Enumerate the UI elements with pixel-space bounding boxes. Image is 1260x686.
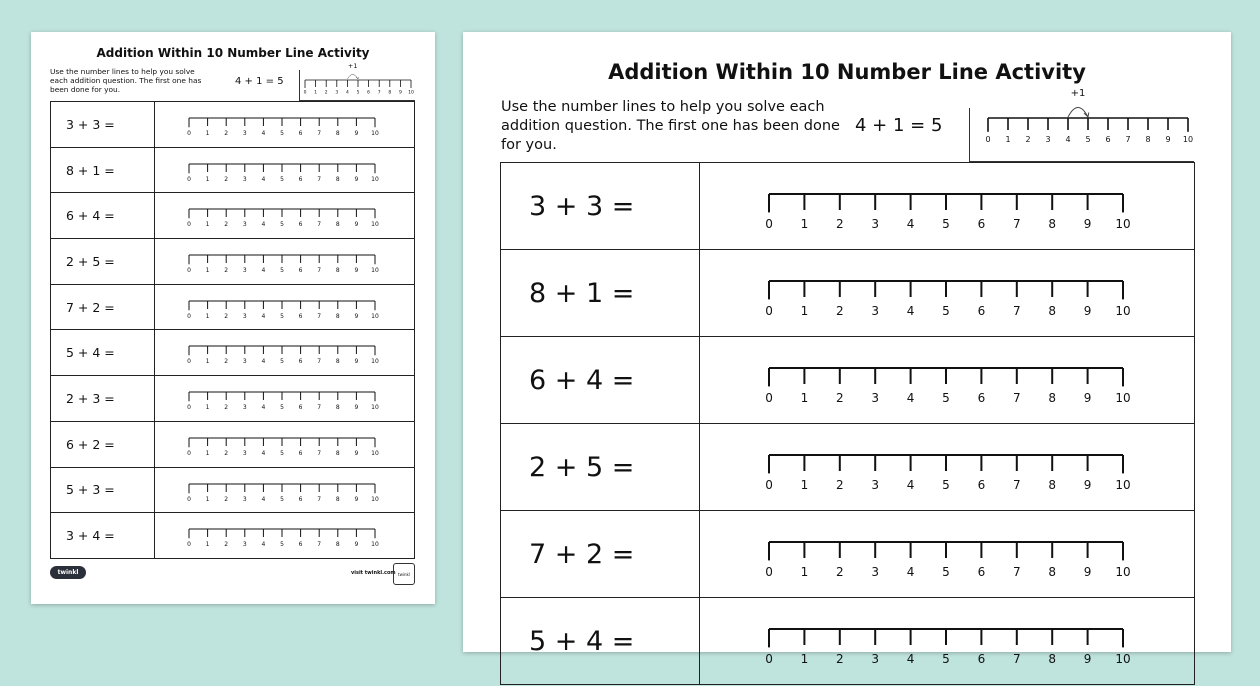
tick-label: 0 bbox=[187, 312, 191, 320]
tick-label: 4 bbox=[261, 175, 266, 183]
question-row bbox=[500, 250, 1195, 337]
tick-label: 8 bbox=[1048, 478, 1057, 492]
tick-label: 2 bbox=[835, 304, 844, 318]
tick-label: 3 bbox=[871, 478, 880, 492]
tick-label: 0 bbox=[765, 391, 773, 405]
tick-label: 10 bbox=[1182, 135, 1194, 144]
number-line-area bbox=[766, 191, 1136, 251]
tick-label: 8 bbox=[335, 541, 340, 549]
number-line bbox=[187, 525, 387, 557]
question-row bbox=[500, 598, 1195, 685]
tick-label: 1 bbox=[800, 478, 809, 492]
tick-label: 3 bbox=[242, 404, 247, 412]
question-row bbox=[50, 148, 415, 194]
tick-label: 3 bbox=[242, 130, 247, 137]
tick-label: 4 bbox=[906, 304, 915, 318]
number-line-area bbox=[766, 365, 1136, 425]
tick-label: 7 bbox=[1012, 304, 1021, 318]
number-line bbox=[187, 297, 387, 329]
tick-label: 9 bbox=[354, 267, 359, 275]
tick-label: 1 bbox=[314, 90, 318, 96]
tick-label: 5 bbox=[280, 130, 284, 137]
tick-label: 6 bbox=[367, 90, 371, 96]
tick-label: 2 bbox=[835, 217, 844, 231]
number-line-area bbox=[766, 626, 1136, 686]
tick-label: 8 bbox=[388, 90, 392, 96]
tick-label: 0 bbox=[187, 495, 191, 503]
number-line bbox=[187, 160, 387, 192]
tick-label: 8 bbox=[335, 267, 340, 275]
tick-label: 1 bbox=[800, 217, 809, 231]
footer-url: visit twinkl.com bbox=[351, 570, 396, 576]
number-line bbox=[187, 251, 387, 283]
footer-badge: twinkl bbox=[393, 563, 415, 585]
question-row bbox=[50, 193, 415, 239]
number-line-area bbox=[187, 114, 387, 150]
tick-label: 4 bbox=[906, 217, 915, 231]
question-row bbox=[50, 102, 415, 148]
tick-label: 7 bbox=[317, 495, 322, 503]
tick-label: 5 bbox=[280, 267, 284, 275]
question-text: 5 + 3 = bbox=[51, 468, 155, 513]
tick-label: 8 bbox=[335, 449, 340, 457]
tick-label: 6 bbox=[298, 449, 303, 457]
tick-label: 0 bbox=[303, 90, 307, 96]
tick-label: 7 bbox=[1125, 135, 1131, 144]
twinkl-logo: twinkl bbox=[50, 566, 86, 579]
tick-label: 0 bbox=[187, 175, 191, 183]
tick-label: 8 bbox=[335, 312, 340, 320]
tick-label: 6 bbox=[298, 130, 303, 137]
tick-label: 8 bbox=[335, 130, 340, 137]
tick-label: 2 bbox=[224, 358, 229, 366]
tick-label: 5 bbox=[280, 312, 284, 320]
tick-label: 0 bbox=[765, 652, 773, 666]
tick-label: 8 bbox=[335, 175, 340, 183]
instructions-text: Use the number lines to help you solve each addition question. The first one has been done for you. bbox=[501, 99, 840, 153]
tick-label: 3 bbox=[871, 565, 880, 579]
jump-arrow bbox=[1068, 108, 1088, 118]
tick-label: 4 bbox=[1065, 135, 1071, 144]
tick-label: 10 bbox=[371, 495, 379, 503]
tick-label: 10 bbox=[371, 358, 379, 366]
tick-label: 4 bbox=[906, 565, 915, 579]
number-line-area bbox=[187, 480, 387, 516]
tick-label: 8 bbox=[1048, 652, 1057, 666]
tick-label: 6 bbox=[977, 304, 986, 318]
tick-label: 7 bbox=[317, 267, 322, 275]
question-text: 5 + 4 = bbox=[51, 330, 155, 375]
tick-label: 1 bbox=[205, 449, 210, 457]
tick-label: 9 bbox=[1083, 478, 1092, 492]
tick-label: 0 bbox=[187, 130, 191, 137]
tick-label: 1 bbox=[205, 267, 210, 275]
tick-label: 7 bbox=[1012, 217, 1021, 231]
number-line bbox=[187, 434, 387, 466]
question-row bbox=[50, 468, 415, 514]
tick-label: 0 bbox=[765, 217, 773, 231]
question-text: 7 + 2 = bbox=[51, 285, 155, 330]
number-line bbox=[187, 342, 387, 374]
tick-label: 3 bbox=[871, 217, 880, 231]
tick-label: 10 bbox=[1115, 304, 1131, 318]
tick-label: 4 bbox=[261, 312, 266, 320]
number-line-area bbox=[766, 278, 1136, 338]
tick-label: 4 bbox=[261, 495, 266, 503]
tick-label: 9 bbox=[1165, 135, 1171, 144]
tick-label: 8 bbox=[335, 358, 340, 366]
number-line-area bbox=[187, 297, 387, 333]
tick-label: 2 bbox=[224, 449, 229, 457]
tick-label: 10 bbox=[371, 175, 379, 183]
question-row bbox=[50, 376, 415, 422]
tick-label: 10 bbox=[371, 541, 379, 549]
tick-label: 5 bbox=[1085, 135, 1091, 144]
tick-label: 4 bbox=[261, 404, 266, 412]
tick-label: 9 bbox=[1083, 304, 1092, 318]
number-line-area bbox=[187, 434, 387, 470]
tick-label: 4 bbox=[261, 358, 266, 366]
tick-label: 1 bbox=[205, 312, 210, 320]
tick-label: 10 bbox=[1115, 652, 1131, 666]
number-line bbox=[187, 205, 387, 237]
question-text: 6 + 2 = bbox=[51, 422, 155, 467]
question-text: 6 + 4 = bbox=[51, 193, 155, 238]
tick-label: 7 bbox=[317, 541, 322, 549]
tick-label: 2 bbox=[224, 541, 229, 549]
tick-label: 7 bbox=[317, 449, 322, 457]
tick-label: 7 bbox=[1012, 565, 1021, 579]
tick-label: 4 bbox=[345, 90, 349, 96]
tick-label: 7 bbox=[377, 90, 381, 96]
tick-label: 6 bbox=[298, 175, 303, 183]
number-line-area bbox=[187, 525, 387, 561]
worksheet-zoomed bbox=[463, 32, 1231, 666]
tick-label: 1 bbox=[205, 130, 210, 137]
tick-label: 1 bbox=[800, 304, 809, 318]
example-number-line bbox=[970, 88, 1195, 162]
tick-label: 9 bbox=[354, 404, 359, 412]
number-line-area bbox=[187, 160, 387, 196]
tick-label: 3 bbox=[242, 312, 247, 320]
tick-label: 7 bbox=[317, 312, 322, 320]
question-row bbox=[50, 513, 415, 559]
example-equation: 4 + 1 = 5 bbox=[855, 115, 943, 136]
tick-label: 5 bbox=[280, 449, 284, 457]
tick-label: 6 bbox=[298, 404, 303, 412]
tick-label: 9 bbox=[1083, 565, 1092, 579]
tick-label: 6 bbox=[977, 652, 986, 666]
tick-label: 10 bbox=[1115, 565, 1131, 579]
tick-label: 0 bbox=[765, 304, 773, 318]
number-line bbox=[187, 480, 387, 512]
question-row bbox=[500, 337, 1195, 424]
tick-label: 9 bbox=[354, 130, 359, 137]
tick-label: 6 bbox=[977, 478, 986, 492]
tick-label: 3 bbox=[242, 358, 247, 366]
tick-label: 3 bbox=[242, 449, 247, 457]
example-equation: 4 + 1 = 5 bbox=[235, 76, 284, 87]
tick-label: 1 bbox=[800, 565, 809, 579]
tick-label: 2 bbox=[835, 652, 844, 666]
tick-label: 0 bbox=[187, 358, 191, 366]
question-text: 3 + 4 = bbox=[51, 513, 155, 558]
tick-label: 2 bbox=[224, 495, 229, 503]
number-line-area bbox=[187, 388, 387, 424]
number-line-area bbox=[187, 342, 387, 378]
tick-label: 6 bbox=[298, 541, 303, 549]
number-line bbox=[766, 191, 1136, 247]
tick-label: 4 bbox=[906, 391, 915, 405]
tick-label: 2 bbox=[1025, 135, 1031, 144]
tick-label: 2 bbox=[835, 391, 844, 405]
worksheet-thumbnail bbox=[31, 32, 435, 604]
page-title: Addition Within 10 Number Line Activity bbox=[96, 46, 370, 60]
question-text: 2 + 5 = bbox=[501, 424, 700, 510]
tick-label: 1 bbox=[205, 404, 210, 412]
number-line bbox=[766, 452, 1136, 508]
tick-label: 7 bbox=[317, 130, 322, 137]
tick-label: 5 bbox=[942, 652, 950, 666]
tick-label: 0 bbox=[187, 404, 191, 412]
tick-label: 2 bbox=[324, 90, 328, 96]
number-line bbox=[766, 365, 1136, 421]
tick-label: 6 bbox=[977, 217, 986, 231]
tick-label: 6 bbox=[1105, 135, 1111, 144]
tick-label: 3 bbox=[242, 495, 247, 503]
tick-label: 7 bbox=[1012, 652, 1021, 666]
tick-label: 6 bbox=[298, 221, 303, 229]
number-line-area bbox=[766, 539, 1136, 599]
tick-label: 9 bbox=[1083, 652, 1092, 666]
tick-label: 5 bbox=[356, 90, 360, 96]
tick-label: 4 bbox=[906, 652, 915, 666]
jump-label: +1 bbox=[1070, 88, 1086, 99]
tick-label: 4 bbox=[261, 130, 266, 137]
tick-label: 10 bbox=[1115, 217, 1131, 231]
tick-label: 2 bbox=[224, 404, 229, 412]
tick-label: 7 bbox=[317, 358, 322, 366]
tick-label: 5 bbox=[942, 391, 950, 405]
tick-label: 0 bbox=[985, 135, 991, 144]
tick-label: 7 bbox=[317, 404, 322, 412]
question-table bbox=[50, 101, 415, 559]
tick-label: 0 bbox=[765, 565, 773, 579]
tick-label: 10 bbox=[371, 130, 379, 137]
tick-label: 6 bbox=[298, 495, 303, 503]
tick-label: 8 bbox=[1048, 217, 1057, 231]
jump-arrow bbox=[347, 75, 358, 80]
tick-label: 8 bbox=[1048, 391, 1057, 405]
tick-label: 4 bbox=[906, 478, 915, 492]
tick-label: 5 bbox=[280, 175, 284, 183]
tick-label: 10 bbox=[371, 449, 379, 457]
number-line bbox=[766, 278, 1136, 334]
tick-label: 3 bbox=[242, 175, 247, 183]
question-text: 8 + 1 = bbox=[501, 250, 700, 336]
instructions-text: Use the number lines to help you solve each addition question. The first one has been done for you. bbox=[50, 67, 202, 94]
question-text: 5 + 4 = bbox=[501, 598, 700, 684]
tick-label: 8 bbox=[1048, 565, 1057, 579]
question-text: 3 + 3 = bbox=[501, 163, 700, 249]
tick-label: 9 bbox=[1083, 217, 1092, 231]
tick-label: 6 bbox=[298, 312, 303, 320]
tick-label: 3 bbox=[335, 90, 339, 96]
question-text: 2 + 5 = bbox=[51, 239, 155, 284]
tick-label: 1 bbox=[800, 391, 809, 405]
question-row bbox=[500, 511, 1195, 598]
number-line-area bbox=[187, 205, 387, 241]
tick-label: 7 bbox=[317, 221, 322, 229]
tick-label: 1 bbox=[205, 358, 210, 366]
example-box bbox=[299, 62, 415, 101]
tick-label: 0 bbox=[187, 267, 191, 275]
tick-label: 1 bbox=[205, 541, 210, 549]
question-row bbox=[50, 422, 415, 468]
tick-label: 2 bbox=[224, 267, 229, 275]
question-row bbox=[50, 285, 415, 331]
tick-label: 9 bbox=[354, 449, 359, 457]
tick-label: 5 bbox=[942, 565, 950, 579]
number-line-area bbox=[187, 251, 387, 287]
tick-label: 1 bbox=[205, 221, 210, 229]
jump-label: +1 bbox=[347, 62, 358, 70]
tick-label: 9 bbox=[398, 90, 402, 96]
tick-label: 10 bbox=[1115, 478, 1131, 492]
tick-label: 0 bbox=[187, 541, 191, 549]
tick-label: 4 bbox=[261, 541, 266, 549]
page-title: Addition Within 10 Number Line Activity bbox=[608, 60, 1086, 84]
question-text: 2 + 3 = bbox=[51, 376, 155, 421]
tick-label: 9 bbox=[1083, 391, 1092, 405]
tick-label: 3 bbox=[242, 541, 247, 549]
tick-label: 2 bbox=[224, 175, 229, 183]
question-table bbox=[500, 162, 1195, 685]
number-line bbox=[766, 539, 1136, 595]
tick-label: 0 bbox=[187, 221, 191, 229]
tick-label: 7 bbox=[1012, 478, 1021, 492]
number-line-area bbox=[766, 452, 1136, 512]
tick-label: 10 bbox=[1115, 391, 1131, 405]
tick-label: 4 bbox=[261, 267, 266, 275]
question-text: 6 + 4 = bbox=[501, 337, 700, 423]
tick-label: 8 bbox=[335, 221, 340, 229]
tick-label: 5 bbox=[942, 217, 950, 231]
tick-label: 8 bbox=[335, 495, 340, 503]
question-text: 3 + 3 = bbox=[51, 102, 155, 147]
tick-label: 10 bbox=[371, 312, 379, 320]
tick-label: 9 bbox=[354, 495, 359, 503]
tick-label: 9 bbox=[354, 541, 359, 549]
example-number-line bbox=[300, 62, 416, 101]
tick-label: 5 bbox=[942, 478, 950, 492]
tick-label: 1 bbox=[205, 175, 210, 183]
tick-label: 2 bbox=[224, 130, 229, 137]
tick-label: 3 bbox=[1045, 135, 1051, 144]
tick-label: 2 bbox=[224, 312, 229, 320]
tick-label: 6 bbox=[977, 391, 986, 405]
question-row bbox=[50, 239, 415, 285]
tick-label: 9 bbox=[354, 312, 359, 320]
tick-label: 5 bbox=[942, 304, 950, 318]
tick-label: 1 bbox=[800, 652, 809, 666]
question-row bbox=[50, 330, 415, 376]
example-box bbox=[969, 88, 1194, 162]
number-line bbox=[187, 114, 387, 146]
tick-label: 2 bbox=[224, 221, 229, 229]
tick-label: 2 bbox=[835, 565, 844, 579]
tick-label: 7 bbox=[1012, 391, 1021, 405]
tick-label: 10 bbox=[371, 404, 379, 412]
tick-label: 8 bbox=[1048, 304, 1057, 318]
tick-label: 10 bbox=[371, 267, 379, 275]
number-line bbox=[766, 626, 1136, 682]
tick-label: 9 bbox=[354, 221, 359, 229]
tick-label: 8 bbox=[1145, 135, 1151, 144]
question-row bbox=[500, 163, 1195, 250]
tick-label: 5 bbox=[280, 404, 284, 412]
tick-label: 3 bbox=[871, 652, 880, 666]
tick-label: 2 bbox=[835, 478, 844, 492]
tick-label: 6 bbox=[298, 358, 303, 366]
tick-label: 9 bbox=[354, 175, 359, 183]
tick-label: 5 bbox=[280, 495, 284, 503]
tick-label: 10 bbox=[371, 221, 379, 229]
tick-label: 9 bbox=[354, 358, 359, 366]
tick-label: 10 bbox=[408, 90, 414, 96]
tick-label: 0 bbox=[765, 478, 773, 492]
number-line bbox=[187, 388, 387, 420]
tick-label: 4 bbox=[261, 449, 266, 457]
arrow-head bbox=[356, 77, 358, 79]
tick-label: 3 bbox=[242, 221, 247, 229]
question-text: 7 + 2 = bbox=[501, 511, 700, 597]
tick-label: 1 bbox=[1005, 135, 1011, 144]
tick-label: 7 bbox=[317, 175, 322, 183]
tick-label: 5 bbox=[280, 358, 284, 366]
tick-label: 3 bbox=[242, 267, 247, 275]
tick-label: 5 bbox=[280, 221, 284, 229]
tick-label: 3 bbox=[871, 391, 880, 405]
tick-label: 1 bbox=[205, 495, 210, 503]
tick-label: 0 bbox=[187, 449, 191, 457]
tick-label: 3 bbox=[871, 304, 880, 318]
tick-label: 6 bbox=[298, 267, 303, 275]
tick-label: 4 bbox=[261, 221, 266, 229]
tick-label: 6 bbox=[977, 565, 986, 579]
tick-label: 5 bbox=[280, 541, 284, 549]
tick-label: 8 bbox=[335, 404, 340, 412]
question-text: 8 + 1 = bbox=[51, 148, 155, 193]
question-row bbox=[500, 424, 1195, 511]
